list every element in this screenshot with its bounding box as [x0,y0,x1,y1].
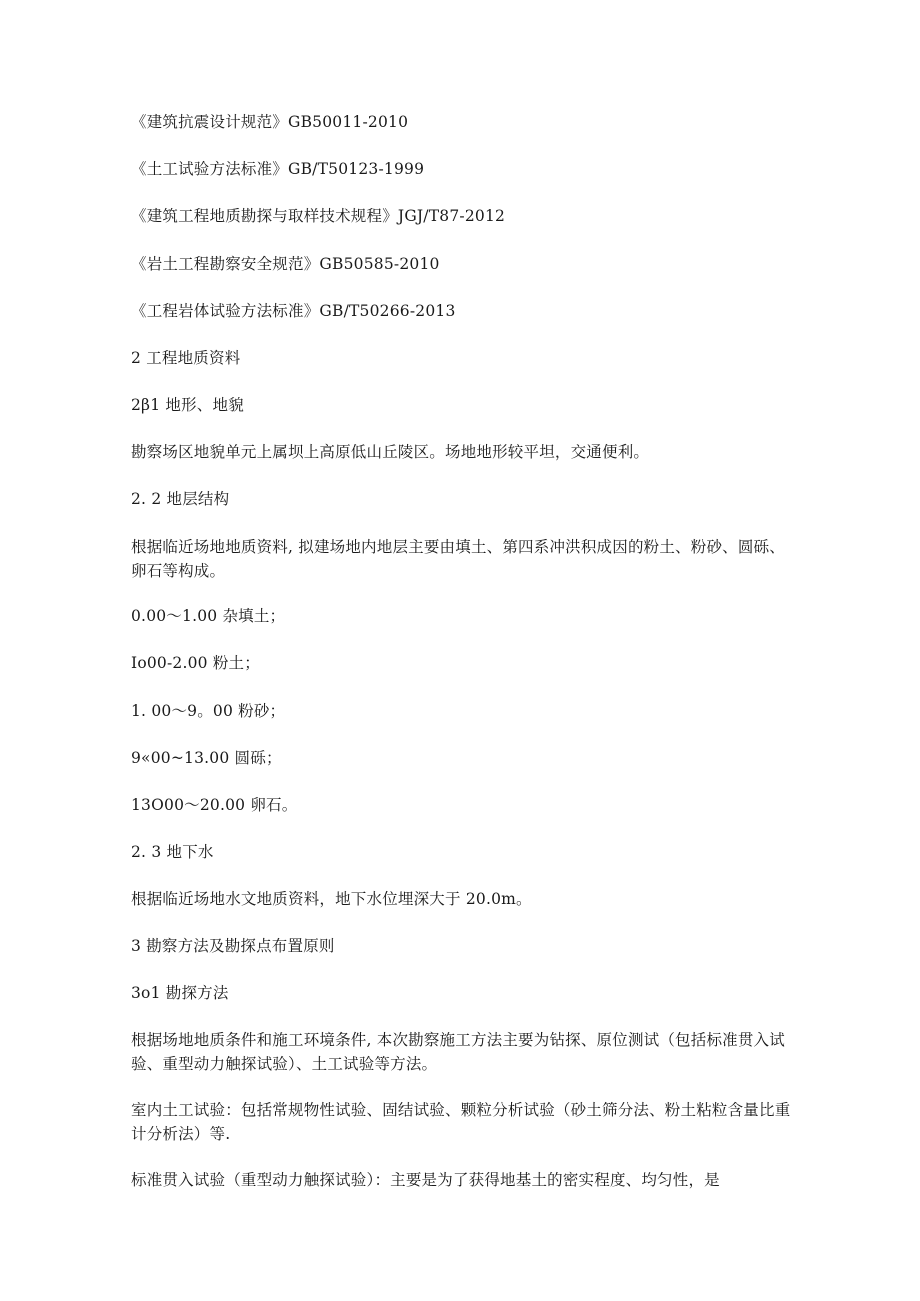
layer-item: Io00-2.00 粉土； [131,654,260,672]
layer-item: 0.00～1.00 杂填土； [131,607,286,625]
paragraph: 根据场地地质条件和施工环境条件, 本次勘察施工方法主要为钻探、原位测试（包括标准贯入试验、重型动力触探试验）、土工试验等方法。 [131,1031,785,1073]
reference-item: 《土工试验方法标准》GB/T50123-1999 [131,160,425,178]
reference-item: 《岩土工程勘察安全规范》GB50585-2010 [131,255,440,273]
reference-item: 《建筑抗震设计规范》GB50011-2010 [131,113,409,131]
subsection-heading: 2β1 地形、地貌 [131,396,244,414]
paragraph: 根据临近场地水文地质资料，地下水位埋深大于 20.0m。 [131,890,532,908]
paragraph: 根据临近场地地质资料, 拟建场地内地层主要由填土、第四系冲洪积成因的粉土、粉砂、圆砾、卵石等构成。 [131,538,785,580]
subsection-heading: 2. 2 地层结构 [131,490,230,508]
layer-item: 13O00～20.00 卵石。 [131,796,298,814]
reference-item: 《建筑工程地质勘探与取样技术规程》JGJ/T87-2012 [131,207,506,225]
section-heading: 3 勘察方法及勘探点布置原则 [131,937,335,955]
paragraph: 勘察场区地貌单元上属坝上高原低山丘陵区。场地地形较平坦，交通便利。 [131,443,650,461]
section-heading: 2 工程地质资料 [131,349,241,367]
layer-item: 9«00~13.00 圆砾； [131,749,282,767]
layer-item: 1. 00～9。00 粉砂； [131,702,286,720]
paragraph: 室内土工试验：包括常规物性试验、固结试验、颗粒分析试验（砂土筛分法、粉土粘粒含量比重计分析法）等. [131,1101,791,1143]
subsection-heading: 3o1 勘探方法 [131,984,229,1002]
subsection-heading: 2. 3 地下水 [131,843,214,861]
reference-item: 《工程岩体试验方法标准》GB/T50266-2013 [131,302,456,320]
paragraph: 标准贯入试验（重型动力触探试验）：主要是为了获得地基土的密实程度、均匀性，是 [131,1171,720,1189]
